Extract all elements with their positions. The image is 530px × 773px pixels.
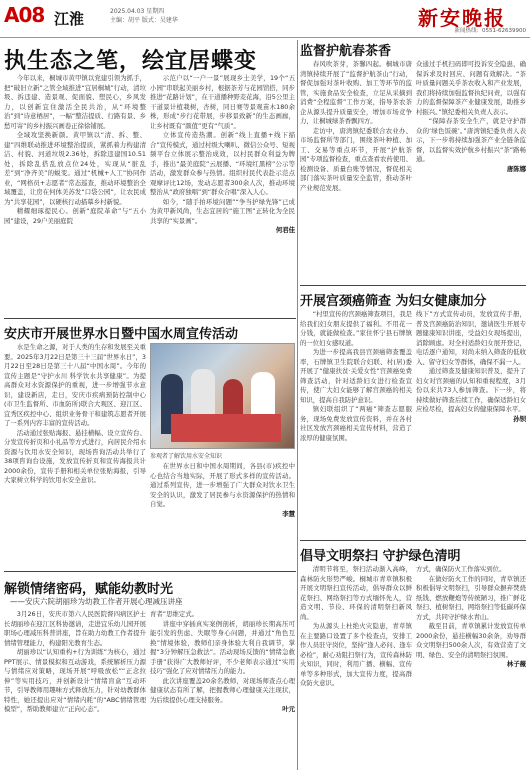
article-5-col-2 (416, 310, 526, 538)
article-1-para: 示范户以“一户一景”展现乡土美学，19个“五小园”串联起美丽乡村，根据茶芳与花园馆搭，同步推进“花路计划”，在干道播种野麦花海，沿5公里主干道景计植栽树，杏树，同日赛等景观苗木180余株，形成“步行花带展，步移景致新”的生态画廊，让乡村既有“颜值”更有“气质”。 (150, 74, 295, 130)
divider (300, 540, 526, 541)
article-6-title: 倡导文明祭扫 守护绿色清明 (300, 549, 461, 564)
article-5-para: 为进一步提高我县宫颈癌筛查覆盖率，石牌镇卫生院联合妇联、村(居)委开展了“健康扶贫·关爱女性”宫颈癌免费筛查活动，针对适龄妇女进行检查宣传，使广大妇女能够了解宫颈癌的相关知识，提高自我防护意识。 (300, 348, 412, 404)
article-6-para: 为从源头上杜绝火灾隐患，青草镇在主要路口设置了多个检查点，安排工作人员驻守岗位，坚持“逢人必问、逢车必检”，耐心劝阻扫祭行为，宣传森林防火知识，同时，利用广播、横幅、宣传单等多种形式，加大宣传力度，提高群众防火意识。 (300, 622, 412, 687)
article-5-para: 线下”方式宣传动员，发放宣传手册，普及宫颈癌防治知识，邀请医生开展专题健康知识讲座，受益妇女现场提出，消除顾虑。对全村适龄妇女展开登记，电话逐户通知，对尚未纳入筛查的低收入、留守妇女等群体，确保不漏一人。 (416, 310, 526, 366)
article-3-para: 育者”思维定式。 (150, 610, 199, 618)
article-3-byline: 叶元 (282, 705, 295, 713)
article-3-para: 3月26日，安庆市第六人民医院督四病区护士长胡丽珍在迎江区科协邀请，走进宜乐幼儿园开展职场心理减压科普讲座，旨在助力幼教工作者提升情绪管理能力，构建阳光教育生态。 (4, 610, 146, 647)
article-3-subtitle: ——安庆六院胡丽珍为幼教工作者开展心理减压讲座 (10, 597, 183, 606)
article-5-para: 通过筛查及健康知识普及，提升了妇女对宫颈癌的认知和重视程度，3月份以来共73人参加筛查。下一步，将持续做好筛查后续工作，确保适龄妇女应检尽检，提高妇女的健康保障水平。 (416, 367, 526, 413)
article-2-title: 安庆市开展世界水日暨中国水周宣传活动 (4, 327, 239, 342)
article-2-col-1 (4, 343, 146, 565)
issue-date: 2025.04.03 星期四 (110, 8, 165, 15)
article-4-para: 走访中，唐湾镇纪委联合农业办、市场监督所等部门，围绕茶叶种植、加工、交易等重点环节，开展“护航茶园”专项监督检查，重点查看农药使用、检测设备、质量台账等情况，督促相关部门落实茶叶质量安全监管，推动茶叶产业规范发展。 (300, 126, 412, 192)
article-3-para: 此次讲座覆盖20余名教师，对现场师查点心理健康状态有所了解，把握教师心理健康关注现状，为后续提供心理支持服务。 (150, 676, 295, 704)
divider (300, 285, 526, 286)
article-1-byline: 何君佳 (275, 226, 295, 234)
editor-credits: 主编：胡平 版式：吴建华 (110, 17, 178, 24)
article-4-para: 众通过手机扫码即可投诉安全隐患，确保诉求及时回应、问题有效解决。“茶叶质量问题关乎茶农收入和产业发展，我们将持续加强监督执纪问责，以强有力的监督保障茶产业健康发展，助推乡村振兴。”镇纪委相关负责人表示。 (416, 60, 526, 116)
article-3-col-1 (4, 610, 146, 770)
article-1-para: 如今，“随手拍环境问题”“争当护绿先锋”已成为黄甲新风尚，生态宜居的“施工图”正转化为全民共享的“实景画”。 (150, 197, 295, 225)
article-6-para: 清明节将至，祭扫活动渐入高峰，森林防火形势严峻。桐城市青草镇积极开展文明祭扫宣传活动，倡导群众以鲜花祭扫、网络祭扫等方式缅怀先人，营造文明、节俭、环保的清明祭扫新风尚。 (300, 565, 412, 621)
article-6-byline: 林子薇 (506, 660, 526, 668)
event-photo (150, 343, 295, 449)
article-3-para: 讲座中穿插真实案例剖析，胡丽珍长期高压可能引发的焦虑、失眠等身心问题，并通过“角色互换”情境体验，教师们亲身体验大利自我调节，掌握“3分钟解压急救法”。活动现场反馈的“情绪急救手册”获得广大教师好评，不少老师表示通过“实用技巧”强化了应对情绪压力的能力。 (150, 619, 295, 675)
article-6-para: 在做好防火工作的同时，青草镇还积极倡导文明祭扫，引导群众摒弃焚烧纸钱、燃放鞭炮等传统陋习，推广鲜花祭扫、植树祭扫、网络祭扫等低碳环保方式，共同守护绿水青山。 (416, 574, 526, 621)
article-2-para: 活动通过张贴海报、悬挂横幅、设立宣传台、分发宣传折页和小礼品等方式进行，向居民介绍水资源与饮用水安全知识，现场咨询活动共举行了38项咨询台设施，发放宣传折页和宣传海报共计2000余份，宣传手册和相关单位张贴海报，引导大家树立科学的饮用水安全意识。 (4, 428, 146, 484)
newspaper-logo: 新安晚报 (418, 6, 506, 30)
article-1-title: 执生态之笔，绘宜居蝶变 (4, 48, 258, 74)
article-6-col-1 (300, 565, 412, 770)
article-3-col-2 (150, 610, 295, 770)
article-5-para: “村里宣传的宫颈癌筛查项目，我是给我们妇女朋友提供了福利。不用花一分钱，就能做检查。”家住怀宁县石牌镇的一位妇女感叹道。 (300, 310, 412, 347)
page-number: A08 (4, 3, 45, 27)
issue-meta (110, 7, 178, 25)
article-2-para: 水是生命之源，对于人类的生存和发展至关重要。2025年3月22日是第三十三届“世界水日”，3月22日至28日是第三十八届“中国水周”。今年的宣传主题是“守护水川 科学饮水共享健康”。为提高群众对水资源保护的重视，进一步增强节水意识，建设新店，走日，安庆市疾病预防控制中心(市卫生监督所、市血防所)联合大观区、迎江区、宜秀区疾控中心、组织业务骨干和建筑志愿者开展了一系列内容丰富的宣传活动。 (4, 343, 146, 427)
article-5-title: 开展宫颈癌筛查 为妇女健康加分 (300, 294, 487, 309)
article-1-para: 今年以来，桐城市黄甲镇以党建引领为抓手，把“破旧立新”之管全域推进“宜居桐城”行动，清垃圾、拆违建、造景观、促面貌、塑民心，乡风发力，以创新宜住激活全民共治，从“环境整治”到“诗意栖居”，一幅“整洁提质、行路有景、乡愁可寄”的乡村振兴画卷正徐徐铺展。 (4, 74, 146, 130)
article-1-col-2 (150, 74, 295, 314)
article-4-col-1 (300, 60, 412, 282)
article-6-col-2 (416, 565, 526, 770)
article-4-col-2 (416, 60, 526, 282)
photo-caption: 参观者了解饮用水安全知识 (150, 453, 223, 460)
article-1-para: 全域攻坚换新颜。黄甲镇以“清、拆、整、建”四维联动推进环境整治提质，紧抓着力构建清洁、村貌、河道垃圾2.36处，拆除违建国10.51处，拆除乱搭乱放点位24处，实现从“脏乱差”到“净齐美”的蜕变。通过“机械+人工”协同作业，“网格员+志愿者”常态巡查，推动环境整治全域覆盖，让房在何体美苏发“口袋公园”，让农民成为“共享花园”，以硬核行动描摹乡村新貌。 (4, 131, 146, 206)
article-4-byline: 唐陈娜 (506, 164, 526, 173)
hotline: 新闻热线：0551-62639900 (454, 28, 526, 34)
masthead (0, 0, 530, 38)
article-2-byline: 李慧 (282, 509, 295, 518)
article-1-para: 立体宣传造热潮。创新“线上直播+线下描合”宣传模式，通过村级大喇叭、微信公众号、短视频平台立体展示整治成效，以村民群众利益为牌手，推出“最美庭院”云展播、“环境红黑榜”公示等活动，激发群众参与热情。组织村民代表赴示范点观摩评比12场，发动志愿者300余人次，推动环境整治从“政府独唱”到“群众合唱”深入人心。 (150, 131, 295, 196)
article-1-col-1 (4, 74, 146, 314)
divider (4, 318, 296, 319)
column-divider (297, 40, 298, 770)
article-2-para: 在世界水日和中国水周期间，各县(市)疾控中心也结合当地实际，开展了形式多样的宣传活动。通过系列宣传，进一步增强了广大群众对饮水卫生安全的认识，激发了居民参与水资源保护的热情和自觉。 (150, 462, 295, 508)
article-4-para: “保障春茶安全生产，就是守护群众的‘绿色饭碗’。”唐湾镇纪委负责人表示，下一步将持续加强茶产业全链条监督，以监督实效护航乡村振兴“茶”路畅通。 (416, 117, 526, 163)
article-5-byline: 孙钡 (513, 414, 526, 423)
divider (4, 571, 296, 572)
article-6-para: 截至目前，青草镇累计发放宣传单2000余份，悬挂横幅30余条，劝导群众文明祭扫500余人次，有效营造了文明、绿色、安全的清明祭扫氛围。 (416, 622, 526, 659)
article-3-title: 解锁情绪密码，赋能幼教时光 (4, 582, 174, 597)
article-6-para: 方式，确保防火工作落实到位。 (416, 565, 506, 573)
article-2-col-2 (150, 462, 295, 566)
article-1-para: 精耀细琢提民心。创新“庭院革命”与“五小园”建设，29户美丽庭院 (4, 207, 146, 225)
section-name: 江淮 (54, 10, 85, 28)
article-4-para: 春风吹茶芽，茶馨四起。桐城市唐湾镇持续开展了“监督护航茶山”行动，督促加强对茶叶收购、加工等环节的监管，实施食品安全检查，立足从采摘到消费“全程监督”工作方案，指导茶农茶企从源头提升质量安全，增加市场竞争力，让桐城绿茶香飘四方。 (300, 60, 412, 125)
article-5-col-1 (300, 310, 412, 538)
article-5-para: 镇妇联组织了“两癌”筛查志愿服务，现场免费发放宣传资料，并在各村社区发放宫颈癌相关宣传材料，营造了浓厚的健康氛围。 (300, 405, 412, 442)
article-3-para: 胡丽珍以“认知重构+行为训练”为核心，通过PPT展示、情景模拟和互动游戏，系统解析压力源与情绪应对策略，现场开展“呼吸放松”“正念拉伸”等实用技巧，并创新设计“情绪盲盒”互动环节，引导教师用趣味方式释放压力，针对幼教群体特性，她还提出应对“情绪内耗”的“ABC情绪管理模型”，帮助教师建立“正向心态”。 (4, 648, 146, 713)
article-4-title: 监督护航春茶香 (300, 44, 392, 59)
